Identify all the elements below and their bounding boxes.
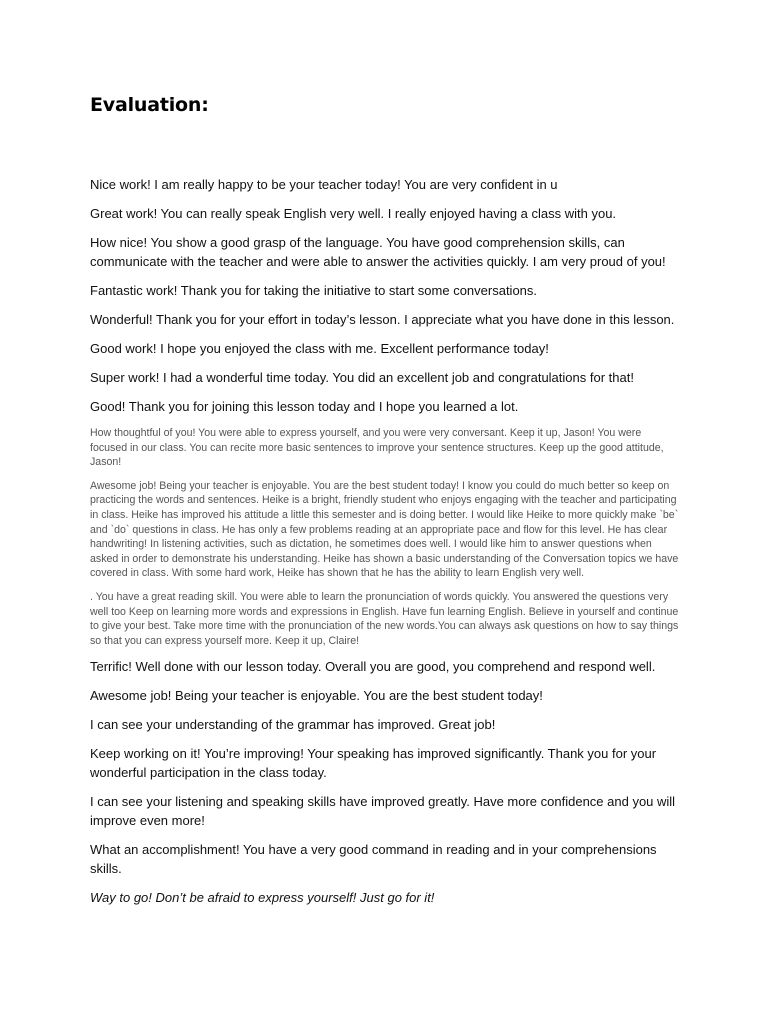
comment-paragraph: Fantastic work! Thank you for taking the initiative to start some conversations.	[90, 283, 538, 298]
comment-paragraph: I can see your understanding of the grammar has improved. Great job!	[90, 717, 496, 733]
comment-paragraph-italic: Way to go! Don’t be afraid to express yourself! Just go for it!	[90, 890, 435, 906]
comment-paragraph: Terrific! Well done with our lesson today. Overall you are good, you comprehend and respond well.	[90, 659, 656, 675]
comment-paragraph: Good work! I hope you enjoyed the class with me. Excellent performance today!	[90, 341, 549, 356]
comment-paragraph: I can see your listening and speaking skills have improved greatly. Have more confidence and you will improve even more!	[90, 794, 676, 829]
comment-paragraph-claire: . You have a great reading skill. You were able to learn the pronunciation of words quickly. You answered the questions very well too Keep on learning more words and expressions in English. Have fun learning English. Believe in yourself and continue to give your best. Take more time with the pronunciation of the new words.You can always ask questions on how to say things so that you can express yourself more. Keep it up, Claire!	[90, 590, 679, 647]
evaluation-comments	[90, 175, 680, 917]
page-title: Evaluation:	[90, 94, 209, 116]
comment-paragraph: How nice! You show a good grasp of the language. You have good comprehension skills, can communicate with the teacher and were able to answer the activities quickly. I am very proud of you!	[90, 235, 666, 269]
comment-paragraph: What an accomplishment! You have a very good command in reading and in your comprehensions skills.	[90, 842, 657, 877]
comment-paragraph: Awesome job! Being your teacher is enjoyable. You are the best student today!	[90, 688, 543, 704]
comment-paragraph: Good! Thank you for joining this lesson today and I hope you learned a lot.	[90, 399, 519, 414]
comment-paragraph: Great work! You can really speak English very well. I really enjoyed having a class with you.	[90, 206, 617, 221]
comment-paragraph: Nice work! I am really happy to be your teacher today! You are very confident in u	[90, 177, 558, 192]
comment-paragraph: Super work! I had a wonderful time today. You did an excellent job and congratulations for that!	[90, 370, 634, 385]
comment-paragraph-jason: How thoughtful of you! You were able to express yourself, and you were very conversant. Keep it up, Jason! You were focused in our class. You can recite more basic sentences to improve your sentence structures. Keep up the good attitude, Jason!	[90, 427, 664, 469]
comment-paragraph: Keep working on it! You’re improving! Your speaking has improved significantly. Thank you for your wonderful participation in the class today.	[90, 746, 657, 781]
comment-paragraph-heike: Awesome job! Being your teacher is enjoyable. You are the best student today! I know you could do much better so keep on practicing the words and sentences. Heike is a bright, friendly student who enjoys engaging with the teacher and participating in class. Heike has improved his attitude a little this semester and is doing better. I would like Heike to more quickly make `be` and `do` questions in class. He has only a few problems reading at an appropriate pace and flow for this level. He has clear handwriting! In listening activities, such as dictation, he sometimes does well. I would like him to answer questions when asked in order to demonstrate his understanding. Heike has shown a basic understanding of the Conversation topics we have covered in class. With some hard work, Heike has shown that he has the ability to learn English very well.	[90, 479, 679, 580]
comment-paragraph: Wonderful! Thank you for your effort in today’s lesson. I appreciate what you have done in this lesson.	[90, 312, 675, 327]
